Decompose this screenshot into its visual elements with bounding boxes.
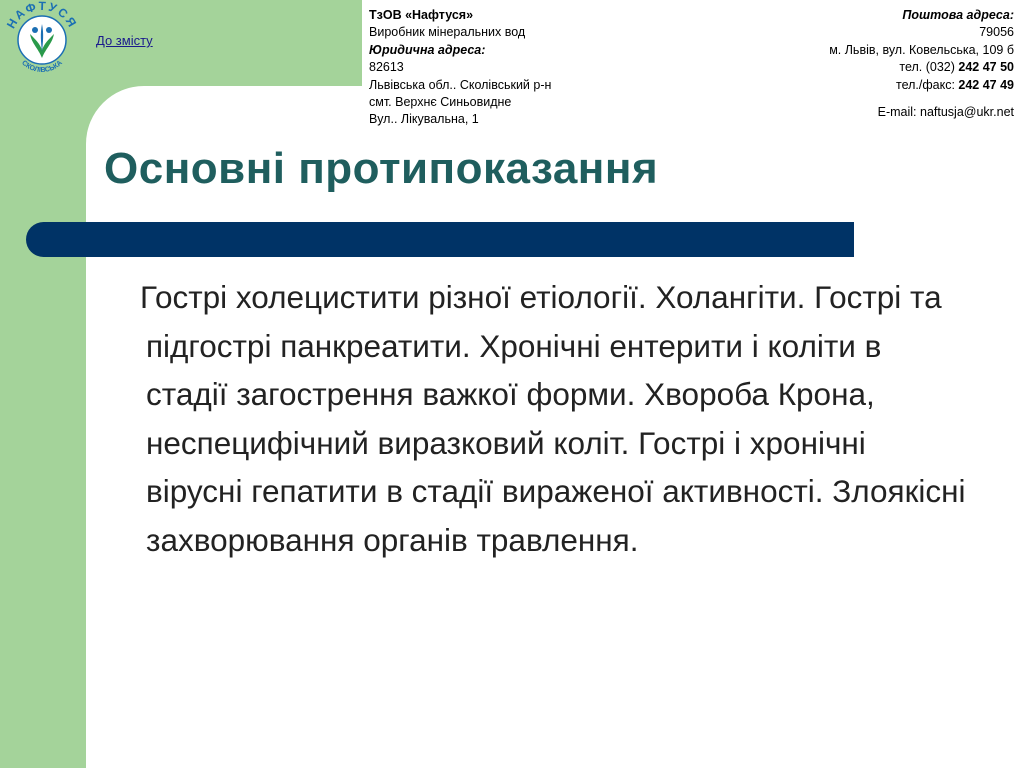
- slide-body-text: Гострі холецистити різної етіології. Холангіти. Гострі та підгострі панкреатити. Хронічні ентерити і коліти в стадії загострення важкої форми. Хвороба Крона, неспецифічний виразковий коліт. Гострі і хронічні вірусні гепатити в стадії вираженої активності. Злоякісні захворювання органів травлення.: [140, 279, 966, 558]
- legal-address-line1: Львівська обл.. Сколівський р-н: [369, 77, 552, 92]
- fax-line: [829, 77, 1014, 94]
- fax-number: 242 47 49: [958, 77, 1014, 92]
- email: E-mail: naftusja@ukr.net: [877, 105, 1014, 120]
- phone-prefix: тел. (032): [899, 60, 959, 75]
- postal-info: [829, 7, 1014, 121]
- company-name: ТзОВ «Нафтуся»: [369, 8, 474, 22]
- title-divider-bar: [26, 222, 854, 257]
- postal-address: м. Львів, вул. Ковельська, 109 б: [829, 42, 1014, 57]
- logo-top-text: НАФТУСЯ: [3, 0, 81, 31]
- legal-address-line2: смт. Верхнє Синьовидне: [369, 95, 512, 110]
- toc-link[interactable]: До змісту: [96, 33, 153, 48]
- slide-title: Основні протипоказання: [104, 144, 659, 193]
- naftusya-logo-icon: [2, 0, 82, 74]
- company-description: Виробник мінеральних вод: [369, 25, 526, 40]
- legal-postcode: 82613: [369, 60, 404, 75]
- phone-line: [829, 59, 1014, 76]
- company-info: [369, 7, 551, 129]
- postal-postcode: 79056: [979, 25, 1014, 40]
- legal-address-label: Юридична адреса:: [369, 42, 486, 57]
- fax-prefix: тел./факс:: [895, 77, 959, 92]
- logo-bottom-text: СКОЛІВСЬКА: [20, 59, 64, 74]
- phone-number: 242 47 50: [958, 60, 1014, 75]
- legal-address-line3: Вул.. Лікувальна, 1: [369, 112, 479, 127]
- postal-address-label: Поштова адреса:: [902, 8, 1014, 22]
